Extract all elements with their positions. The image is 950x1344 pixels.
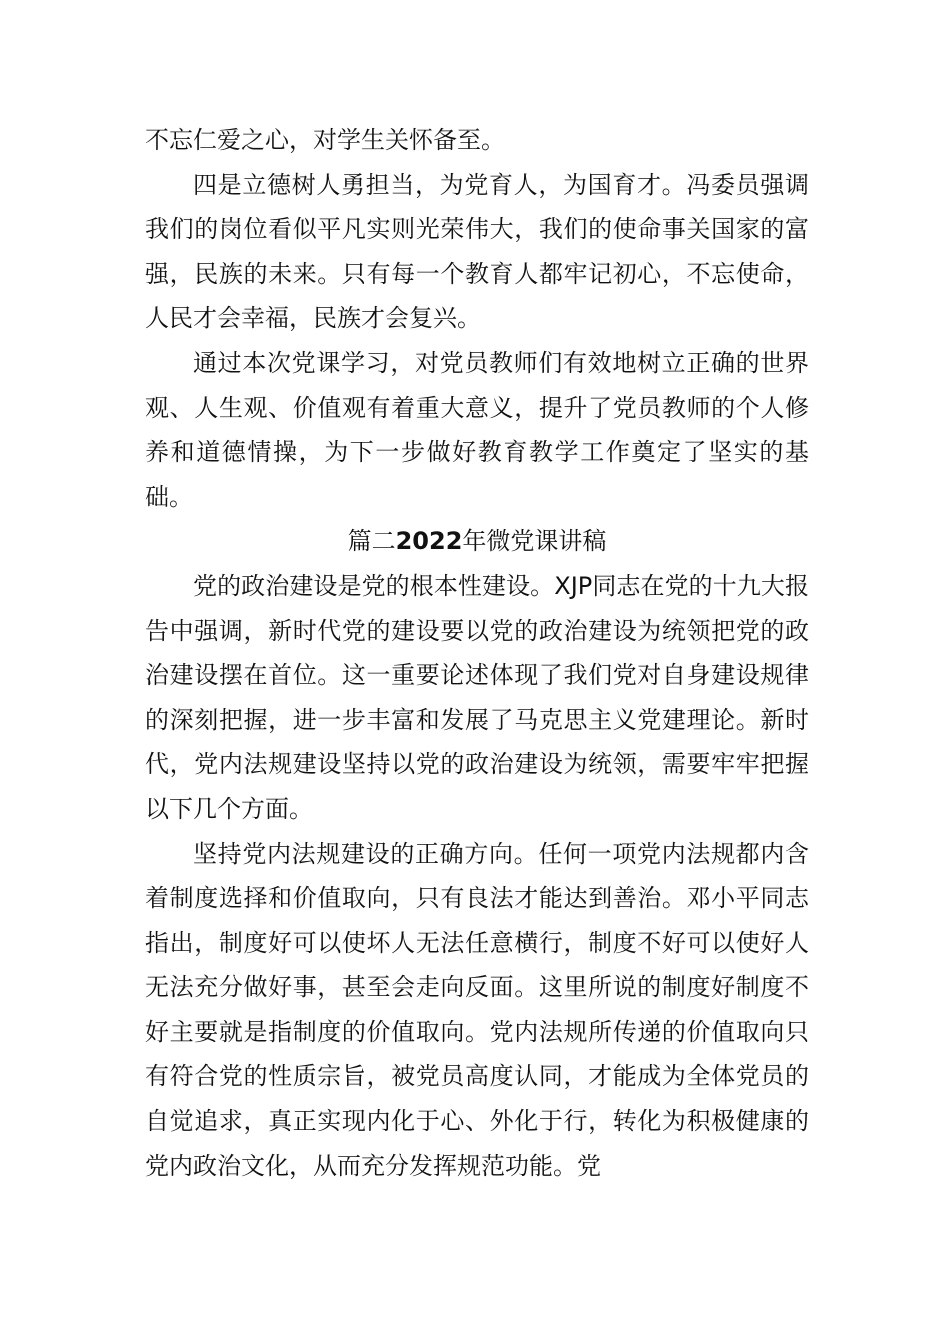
paragraph-political-building: 党的政治建设是党的根本性建设。XJP同志在党的十九大报告中强调，新时代党的建设要以党的政治建设为统领把党的政治建设摆在首位。这一重要论述体现了我们党对自身建设规律的深刻把握，进一步丰富和发展了马克思主义党建理论。新时代，党内法规建设坚持以党的政治建设为统领，需要牢牢把握以下几个方面。 <box>145 571 809 823</box>
section-title-year: 2022 <box>395 527 463 556</box>
paragraph-fourth-point: 四是立德树人勇担当，为党育人，为国育才。冯委员强调我们的岗位看似平凡实则光荣伟大，我们的使命事关国家的富强，民族的未来。只有每一个教育人都牢记初心，不忘使命，人民才会幸福，民族才会复兴。 <box>145 170 809 333</box>
section-title <box>145 519 809 564</box>
section-title-prefix: 篇二 <box>347 527 396 556</box>
section-title-suffix: 年微党课讲稿 <box>462 527 607 556</box>
paragraph-continuation: 不忘仁爱之心，对学生关怀备至。 <box>145 126 505 154</box>
document-body <box>145 118 809 1188</box>
paragraph-correct-direction: 坚持党内法规建设的正确方向。任何一项党内法规都内含着制度选择和价值取向，只有良法才能达到善治。邓小平同志指出，制度好可以使坏人无法任意横行，制度不好可以使好人无法充分做好事，甚至会走向反面。这里所说的制度好制度不好主要就是指制度的价值取向。党内法规所传递的价值取向只有符合党的性质宗旨，被党员高度认同，才能成为全体党员的自觉追求，真正实现内化于心、外化于行，转化为积极健康的党内政治文化，从而充分发挥规范功能。党 <box>145 839 809 1180</box>
paragraph-conclusion: 通过本次党课学习，对党员教师们有效地树立正确的世界观、人生观、价值观有着重大意义，提升了党员教师的个人修养和道德情操，为下一步做好教育教学工作奠定了坚实的基础。 <box>145 348 809 511</box>
